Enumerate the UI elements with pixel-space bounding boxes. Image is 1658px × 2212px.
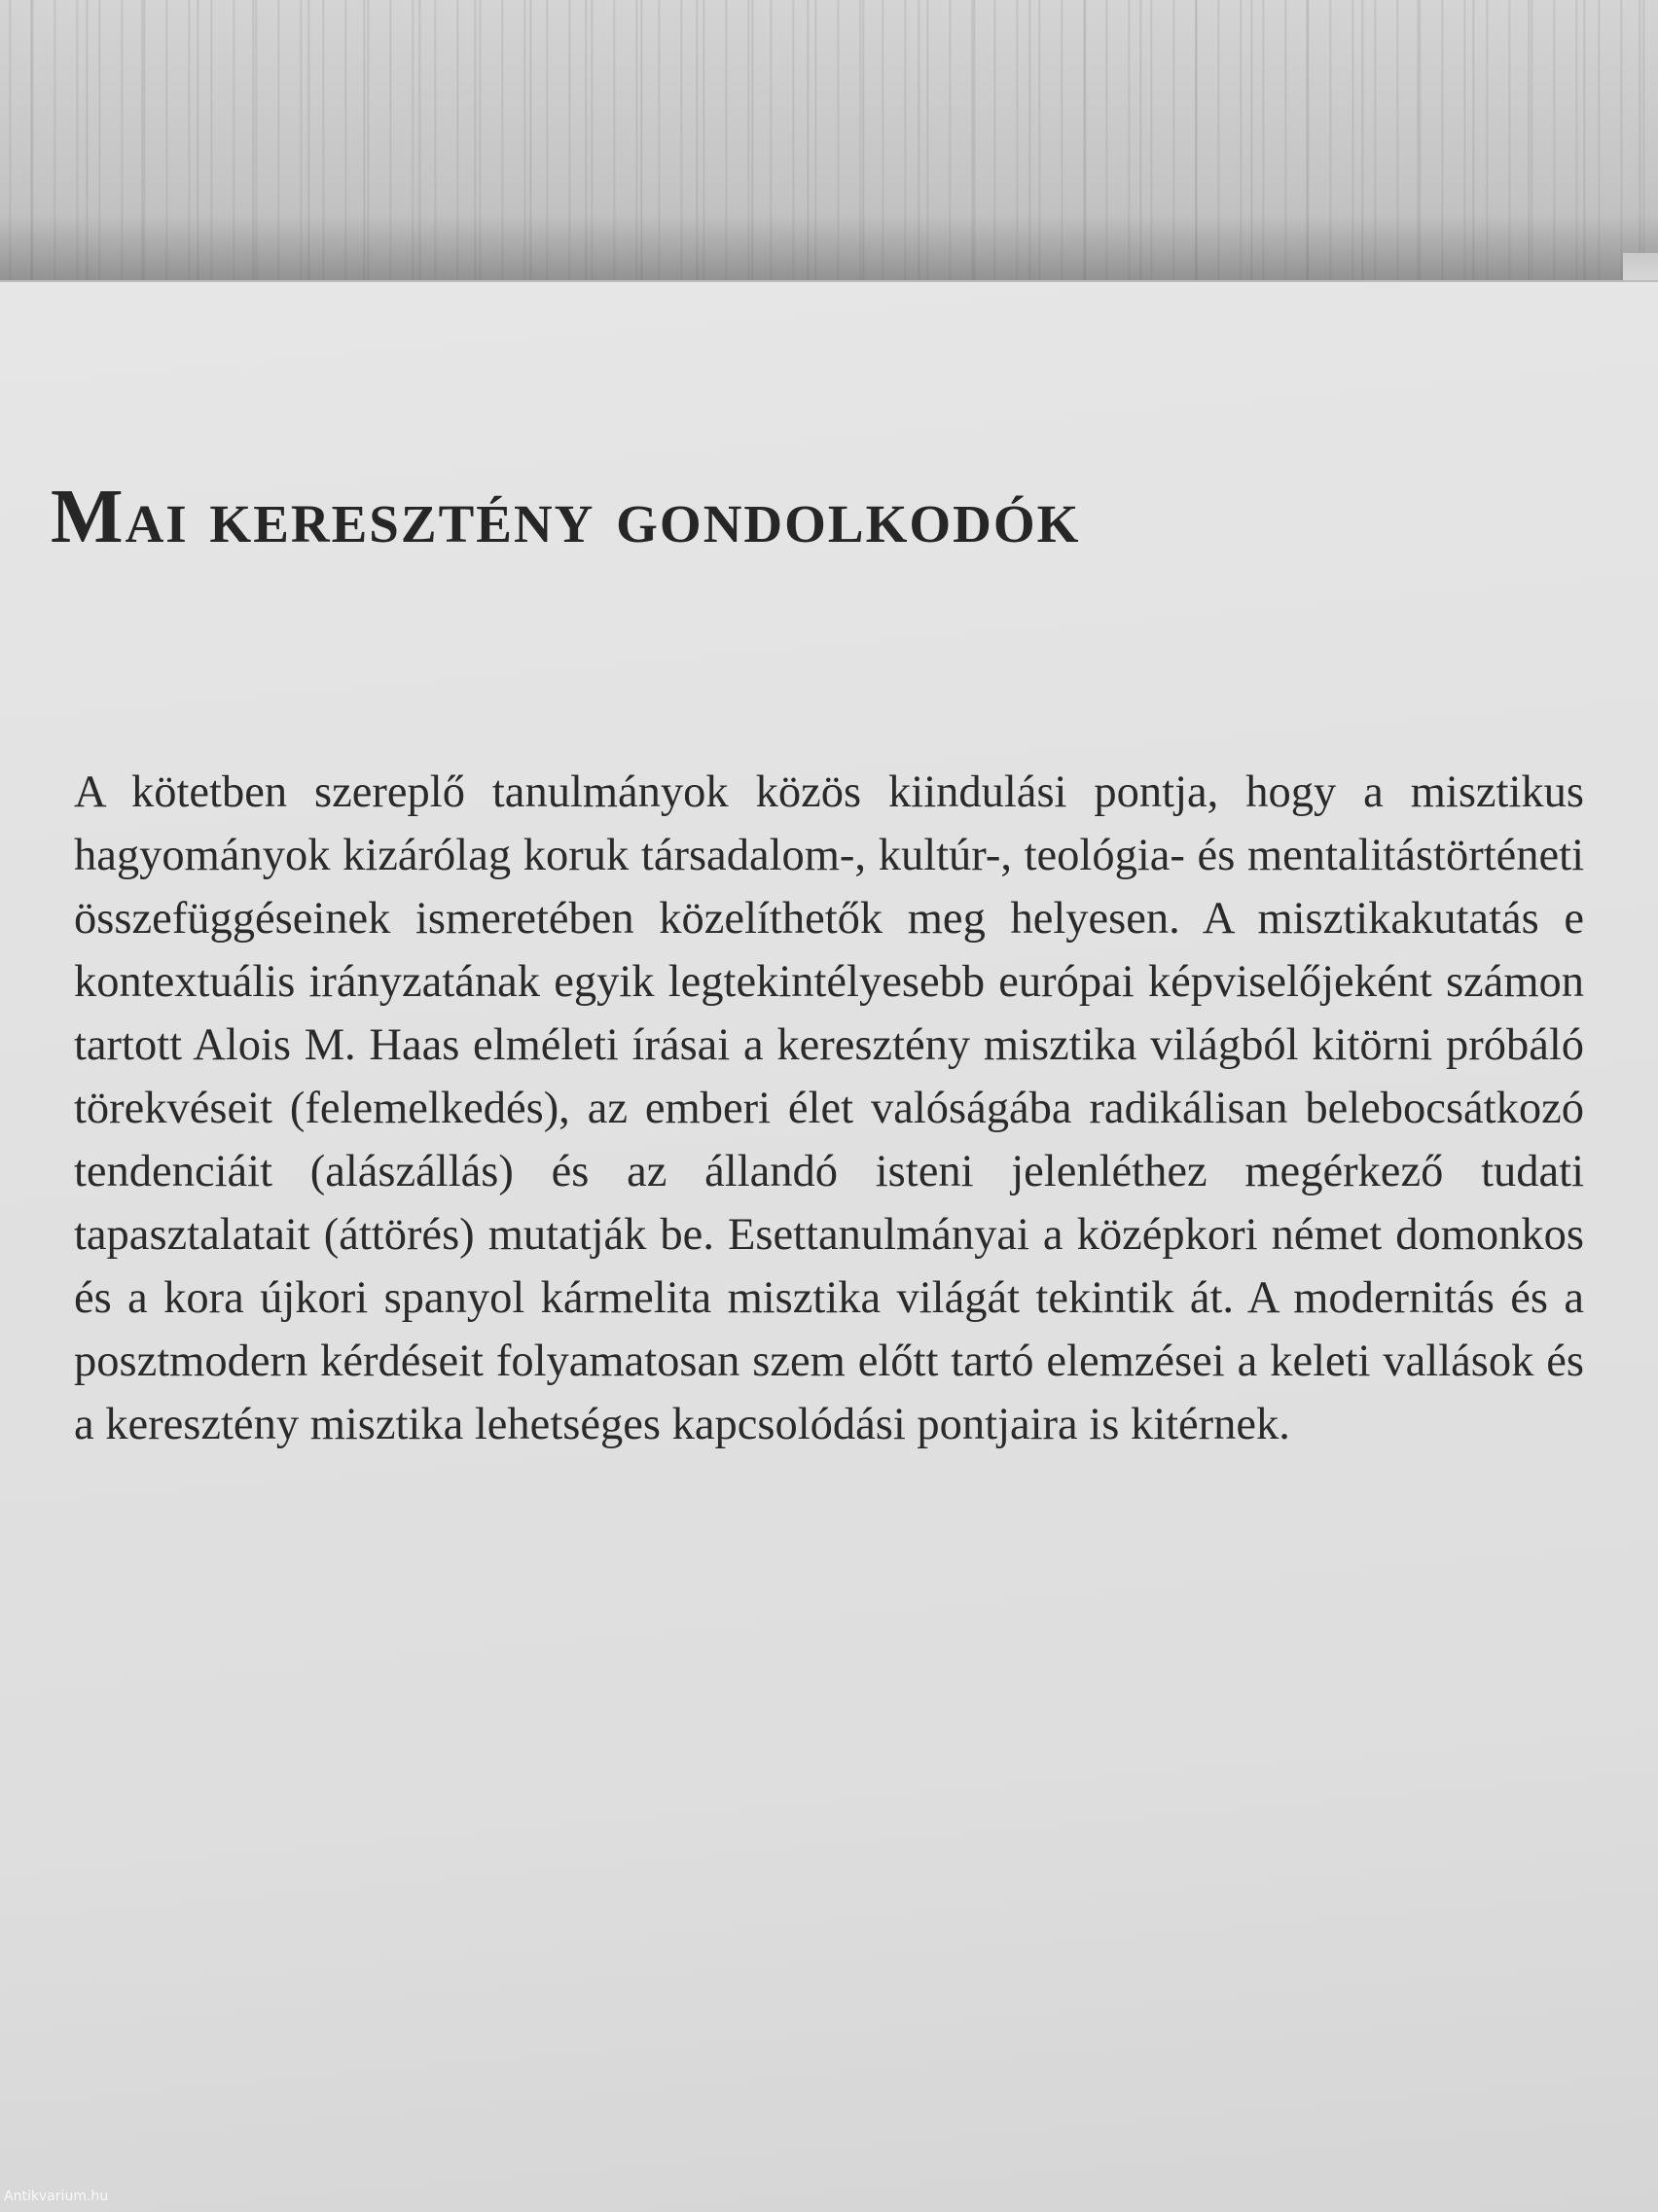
surface-shadow: [0, 214, 1658, 282]
watermark: Antikvarium.hu: [4, 2189, 109, 2204]
series-title: Mai keresztény gondolkodók: [51, 475, 1081, 559]
back-cover-blurb: A kötetben szereplő tanulmányok közös kiindulási pontja, hogy a misztikus hagyományok kizárólag koruk társadalom-, kultúr-, teológia- és mentalitástörténeti összefüggéseinek ismeretében közelíthetők meg helyesen. A misztikakutatás e kontextuális irányzatának egyik legtekintélyesebb európai képviselőjeként számon tartott Alois M. Haas elméleti írásai a keresztény misztika világból kitörni próbáló törekvéseit (felemelkedés), az emberi élet valóságába radikálisan belebocsátkozó tendenciáit (alászállás) és az állandó isteni jelenléthez megérkező tudati tapasztalatait (áttörés) mutatják be. Esettanulmányai a középkori német domonkos és a kora újkori spanyol kármelita misztika világát tekintik át. A modernitás és a posztmodern kérdéseit folyamatosan szem előtt tartó elemzései a keleti vallások és a keresztény misztika lehetséges kapcsolódási pontjaira is kitérnek.: [74, 767, 1584, 1449]
